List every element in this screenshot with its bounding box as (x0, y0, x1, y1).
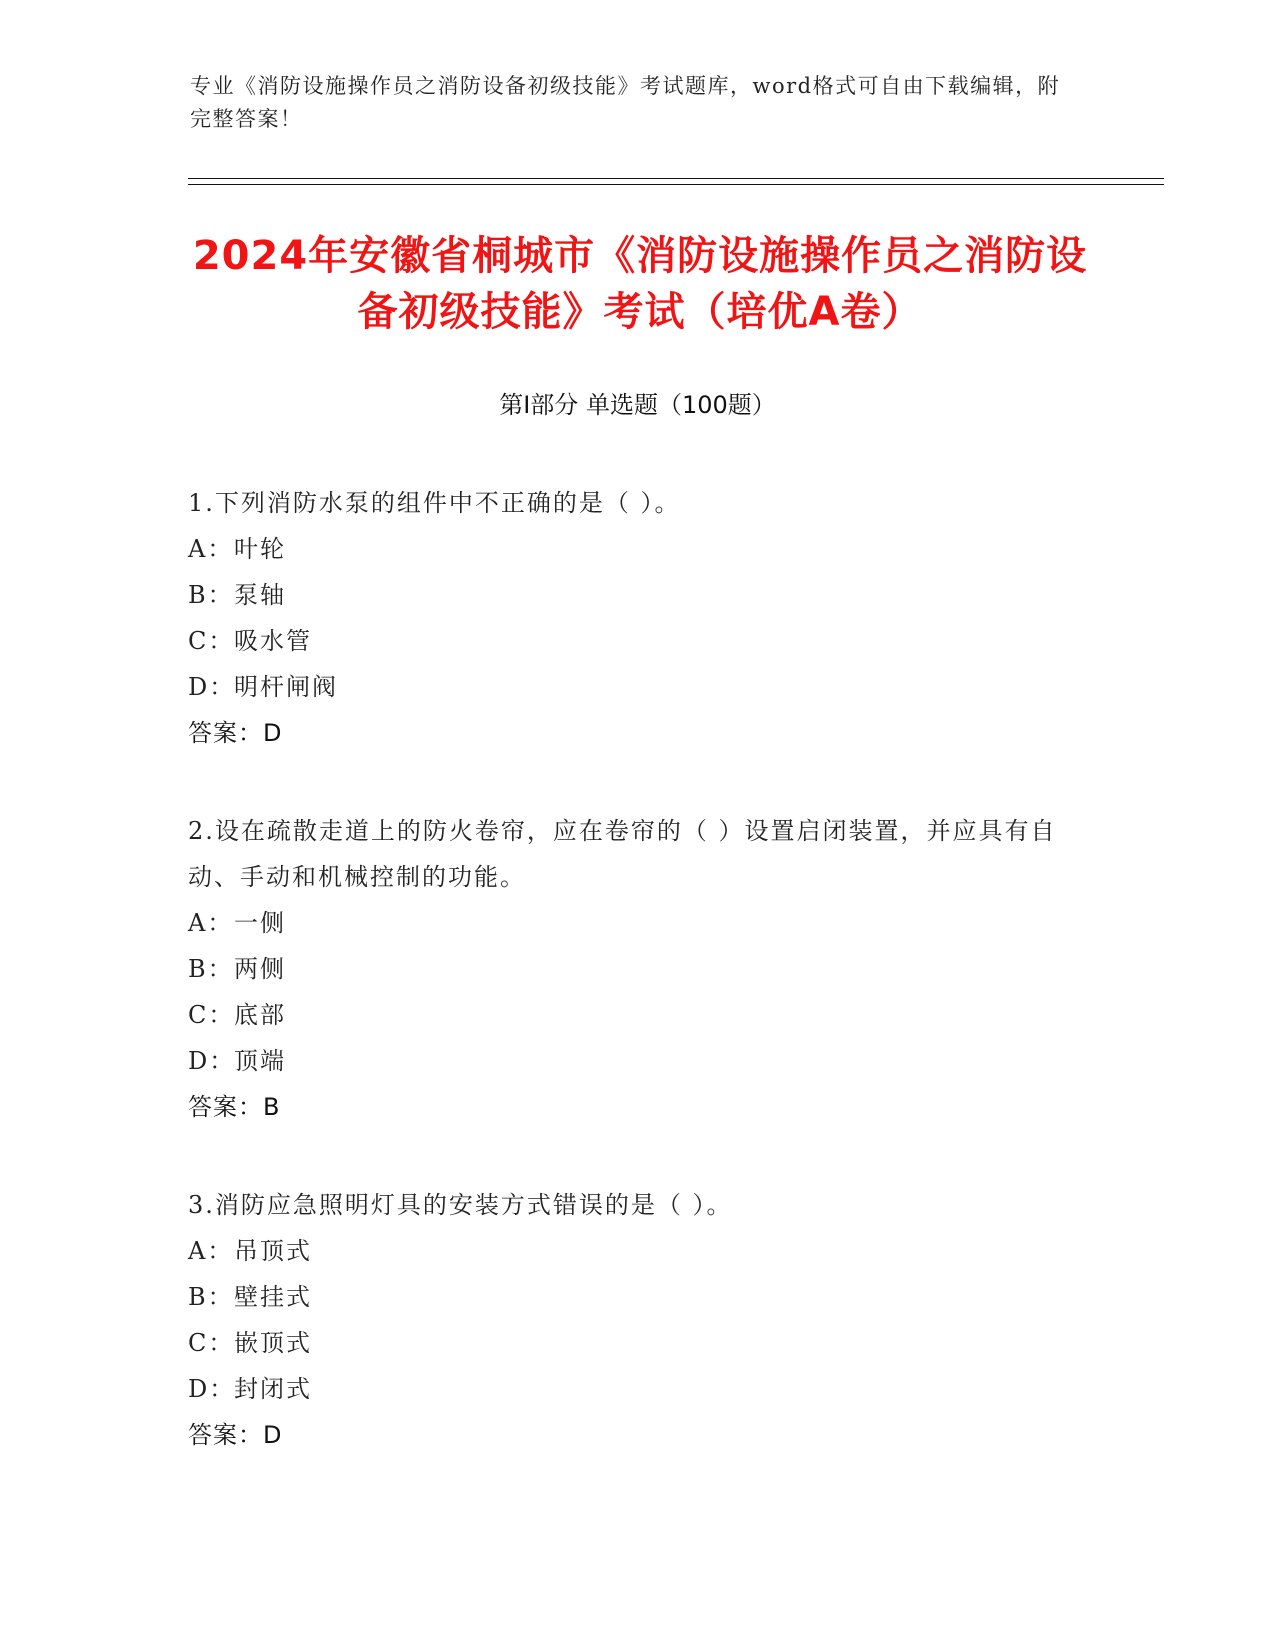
option-letter: A： (188, 1237, 234, 1265)
option-d (188, 664, 1068, 710)
option-text: 底部 (234, 1001, 286, 1029)
option-d (188, 1366, 1068, 1412)
option-a (188, 526, 1068, 572)
option-letter: D： (188, 1047, 236, 1075)
option-c (188, 1320, 1068, 1366)
answer-line: 答案：D (188, 1421, 283, 1449)
option-b (188, 572, 1068, 618)
question-list (188, 480, 1068, 1510)
option-letter: D： (188, 673, 236, 701)
option-c (188, 618, 1068, 664)
option-letter: C： (188, 627, 235, 655)
option-text: 吊顶式 (234, 1237, 312, 1265)
option-text: 壁挂式 (234, 1283, 312, 1311)
option-letter: A： (188, 909, 234, 937)
option-text: 封闭式 (234, 1375, 312, 1403)
question-stem: 2.设在疏散走道上的防火卷帘，应在卷帘的（ ）设置启闭装置，并应具有自动、手动和机械控制的功能。 (188, 817, 1057, 891)
question-stem: 1.下列消防水泵的组件中不正确的是（ ）。 (188, 489, 681, 517)
option-letter: B： (188, 581, 234, 609)
option-text: 嵌顶式 (234, 1329, 312, 1357)
header-divider-bottom (188, 184, 1164, 185)
option-letter: C： (188, 1001, 235, 1029)
option-c (188, 992, 1068, 1038)
option-text: 泵轴 (234, 581, 286, 609)
option-text: 吸水管 (234, 627, 312, 655)
answer-line: 答案：D (188, 719, 283, 747)
document-title: 2024年安徽省桐城市《消防设施操作员之消防设备初级技能》考试（培优A卷） (192, 233, 1088, 335)
option-text: 叶轮 (234, 535, 286, 563)
header-note: 专业《消防设施操作员之消防设备初级技能》考试题库，word格式可自由下载编辑，附完整答案！ (190, 74, 1061, 131)
option-letter: B： (188, 955, 234, 983)
option-text: 顶端 (234, 1047, 286, 1075)
header-divider-top (188, 178, 1164, 179)
option-a (188, 900, 1068, 946)
question-2 (188, 808, 1068, 1130)
option-b (188, 1274, 1068, 1320)
option-d (188, 1038, 1068, 1084)
option-letter: A： (188, 535, 234, 563)
question-1 (188, 480, 1068, 756)
option-letter: B： (188, 1283, 234, 1311)
option-text: 明杆闸阀 (234, 673, 338, 701)
section-title: 第Ⅰ部分 单选题（100题） (499, 391, 776, 419)
question-stem: 3.消防应急照明灯具的安装方式错误的是（ ）。 (188, 1191, 733, 1219)
option-letter: C： (188, 1329, 235, 1357)
answer-line: 答案：B (188, 1093, 281, 1121)
option-a (188, 1228, 1068, 1274)
option-text: 一侧 (234, 909, 286, 937)
option-b (188, 946, 1068, 992)
question-3 (188, 1182, 1068, 1458)
option-text: 两侧 (234, 955, 286, 983)
option-letter: D： (188, 1375, 236, 1403)
